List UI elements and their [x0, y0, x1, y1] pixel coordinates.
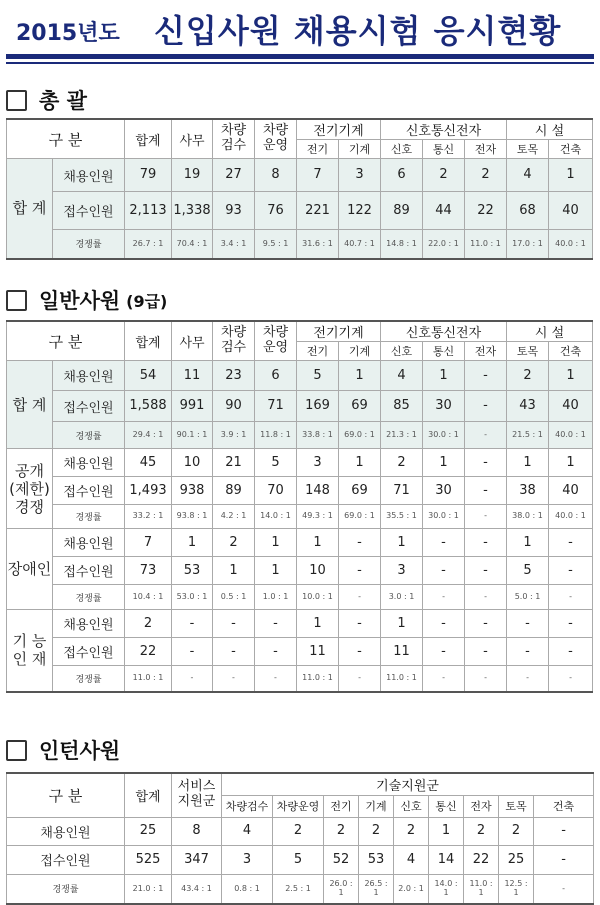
value-cell: 1,338 — [172, 192, 213, 230]
value-cell: - — [465, 610, 507, 638]
ratio-cell: 14.0 : 1 — [255, 505, 297, 529]
value-cell: 169 — [297, 391, 339, 422]
row-label-apply: 접수인원 — [53, 477, 125, 505]
header-vehicle-inspect: 차량 검수 — [213, 321, 255, 361]
value-cell: 22 — [125, 638, 172, 666]
value-cell: 5 — [297, 361, 339, 391]
value-cell: - — [423, 638, 465, 666]
ratio-cell: 4.2 : 1 — [213, 505, 255, 529]
ratio-cell: 3.9 : 1 — [213, 422, 255, 449]
header-comm: 통신 — [423, 342, 465, 361]
value-cell: 21 — [213, 449, 255, 477]
header-electronics: 전자 — [464, 795, 499, 817]
value-cell: 1,588 — [125, 391, 172, 422]
ratio-cell: 38.0 : 1 — [507, 505, 549, 529]
value-cell: 1 — [213, 557, 255, 585]
value-cell: - — [465, 449, 507, 477]
ratio-cell: 93.8 : 1 — [172, 505, 213, 529]
header-service: 서비스 지원군 — [172, 773, 222, 817]
value-cell: 3 — [339, 159, 381, 192]
value-cell: 4 — [381, 361, 423, 391]
value-cell: 1 — [429, 817, 464, 845]
value-cell: 2 — [464, 817, 499, 845]
ratio-cell: 17.0 : 1 — [507, 230, 549, 259]
value-cell: 38 — [507, 477, 549, 505]
row-label-ratio: 경쟁률 — [53, 230, 125, 259]
header-building: 건축 — [534, 795, 594, 817]
table-row-ratio — [7, 230, 593, 259]
header-civil: 토목 — [499, 795, 534, 817]
value-cell: 11 — [381, 638, 423, 666]
header-signal: 신호 — [381, 342, 423, 361]
ratio-cell: 21.0 : 1 — [125, 874, 172, 904]
value-cell: - — [423, 610, 465, 638]
value-cell: - — [465, 529, 507, 557]
ratio-cell: 70.4 : 1 — [172, 230, 213, 259]
value-cell: - — [465, 391, 507, 422]
ratio-cell: 29.4 : 1 — [125, 422, 172, 449]
group-disabled-label: 장애인 — [7, 529, 53, 610]
group-skill-label: 기 능 인 재 — [7, 610, 53, 692]
value-cell: 1 — [507, 449, 549, 477]
value-cell: 1 — [423, 449, 465, 477]
value-cell: 69 — [339, 477, 381, 505]
value-cell: 3 — [381, 557, 423, 585]
header-elec: 전기 — [297, 140, 339, 159]
value-cell: 71 — [255, 391, 297, 422]
ratio-cell: 90.1 : 1 — [172, 422, 213, 449]
value-cell: 44 — [423, 192, 465, 230]
section-title: 일반사원 — [39, 289, 121, 313]
ratio-cell: - — [534, 874, 594, 904]
value-cell: 2 — [213, 529, 255, 557]
value-cell: 30 — [423, 477, 465, 505]
ratio-cell: 35.5 : 1 — [381, 505, 423, 529]
value-cell: 1 — [549, 361, 593, 391]
value-cell: 7 — [297, 159, 339, 192]
value-cell: - — [534, 845, 594, 874]
header-mech: 기계 — [339, 342, 381, 361]
value-cell: 991 — [172, 391, 213, 422]
header-elec: 전기 — [324, 795, 359, 817]
ratio-cell: 69.0 : 1 — [339, 505, 381, 529]
table-row-apply — [7, 477, 593, 505]
value-cell: - — [339, 610, 381, 638]
title-year: 2015년도 — [16, 21, 120, 46]
table-row-ratio — [7, 422, 593, 449]
header-elec: 전기 — [297, 342, 339, 361]
value-cell: 2 — [507, 361, 549, 391]
general-table — [6, 320, 593, 693]
ratio-cell: 31.6 : 1 — [297, 230, 339, 259]
ratio-cell: - — [423, 666, 465, 692]
value-cell: 27 — [213, 159, 255, 192]
header-elec-mech: 전기기계 — [297, 119, 381, 140]
section-title: 총 괄 — [39, 89, 87, 113]
value-cell: 40 — [549, 477, 593, 505]
table-row-apply — [7, 192, 593, 230]
header-signal-comm: 신호통신전자 — [381, 321, 507, 342]
value-cell: 22 — [465, 192, 507, 230]
row-label-apply: 접수인원 — [53, 638, 125, 666]
row-label-hire: 채용인원 — [53, 361, 125, 391]
value-cell: 122 — [339, 192, 381, 230]
value-cell: 22 — [464, 845, 499, 874]
header-comm: 통신 — [423, 140, 465, 159]
value-cell: 2 — [125, 610, 172, 638]
ratio-cell: - — [213, 666, 255, 692]
ratio-cell: 53.0 : 1 — [172, 585, 213, 610]
value-cell: 1 — [339, 449, 381, 477]
value-cell: 1 — [549, 449, 593, 477]
row-label-ratio: 경쟁률 — [7, 874, 125, 904]
value-cell: - — [423, 529, 465, 557]
value-cell: 79 — [125, 159, 172, 192]
row-label-hire: 채용인원 — [7, 817, 125, 845]
row-label-hire: 채용인원 — [53, 610, 125, 638]
value-cell: 1 — [381, 610, 423, 638]
value-cell: 43 — [507, 391, 549, 422]
ratio-cell: 11.0 : 1 — [297, 666, 339, 692]
value-cell: - — [549, 557, 593, 585]
row-label-hire: 채용인원 — [53, 529, 125, 557]
value-cell: 525 — [125, 845, 172, 874]
value-cell: 2 — [324, 817, 359, 845]
ratio-cell: 0.5 : 1 — [213, 585, 255, 610]
value-cell: 10 — [297, 557, 339, 585]
value-cell: 2 — [499, 817, 534, 845]
header-total: 합계 — [125, 119, 172, 159]
header-vehicle-inspect: 차량 검수 — [213, 119, 255, 159]
table-row-ratio — [7, 666, 593, 692]
table-row-apply — [7, 845, 594, 874]
value-cell: 90 — [213, 391, 255, 422]
value-cell: 93 — [213, 192, 255, 230]
ratio-cell: 40.0 : 1 — [549, 505, 593, 529]
header-gubun: 구 분 — [7, 119, 125, 159]
table-row-apply — [7, 391, 593, 422]
value-cell: 2 — [273, 817, 324, 845]
ratio-cell: - — [339, 585, 381, 610]
value-cell: - — [172, 610, 213, 638]
value-cell: 23 — [213, 361, 255, 391]
row-label-hire: 채용인원 — [53, 159, 125, 192]
ratio-cell: 11.0 : 1 — [125, 666, 172, 692]
value-cell: 1 — [549, 159, 593, 192]
value-cell: 11 — [297, 638, 339, 666]
ratio-cell: - — [549, 666, 593, 692]
header-civil: 토목 — [507, 342, 549, 361]
ratio-cell: 12.5 : 1 — [499, 874, 534, 904]
checkbox-icon — [6, 290, 27, 311]
value-cell: 5 — [255, 449, 297, 477]
summary-table — [6, 118, 593, 260]
table-row-hire — [7, 159, 593, 192]
table-row-hire — [7, 449, 593, 477]
header-facility: 시 설 — [507, 119, 593, 140]
value-cell: 221 — [297, 192, 339, 230]
intern-table — [6, 772, 594, 905]
value-cell: 25 — [499, 845, 534, 874]
table-row-ratio — [7, 585, 593, 610]
value-cell: - — [255, 610, 297, 638]
ratio-cell: 40.0 : 1 — [549, 230, 593, 259]
header-signal: 신호 — [394, 795, 429, 817]
ratio-cell: 26.0 : 1 — [324, 874, 359, 904]
value-cell: 4 — [222, 817, 273, 845]
ratio-cell: 26.7 : 1 — [125, 230, 172, 259]
header-total: 합계 — [125, 773, 172, 817]
ratio-cell: 5.0 : 1 — [507, 585, 549, 610]
header-signal: 신호 — [381, 140, 423, 159]
value-cell: 4 — [394, 845, 429, 874]
value-cell: 52 — [324, 845, 359, 874]
value-cell: 1 — [339, 361, 381, 391]
value-cell: - — [339, 557, 381, 585]
value-cell: - — [213, 638, 255, 666]
value-cell: 71 — [381, 477, 423, 505]
value-cell: 1 — [507, 529, 549, 557]
table-row-hire — [7, 610, 593, 638]
ratio-cell: 11.8 : 1 — [255, 422, 297, 449]
ratio-cell: 3.4 : 1 — [213, 230, 255, 259]
value-cell: 2 — [394, 817, 429, 845]
value-cell: 1 — [255, 529, 297, 557]
header-vehicle-operate: 차량운영 — [273, 795, 324, 817]
ratio-cell: 21.5 : 1 — [507, 422, 549, 449]
group-total-label: 합 계 — [7, 361, 53, 449]
header-building: 건축 — [549, 342, 593, 361]
header-vehicle-inspect: 차량검수 — [222, 795, 273, 817]
ratio-cell: 21.3 : 1 — [381, 422, 423, 449]
value-cell: - — [465, 557, 507, 585]
value-cell: 2 — [465, 159, 507, 192]
value-cell: 19 — [172, 159, 213, 192]
row-label-apply: 접수인원 — [53, 192, 125, 230]
header-gubun: 구 분 — [7, 773, 125, 817]
ratio-cell: - — [255, 666, 297, 692]
value-cell: - — [213, 610, 255, 638]
ratio-cell: - — [465, 505, 507, 529]
header-total: 합계 — [125, 321, 172, 361]
table-row-apply — [7, 557, 593, 585]
ratio-cell: 30.0 : 1 — [423, 505, 465, 529]
header-civil: 토목 — [507, 140, 549, 159]
value-cell: 89 — [213, 477, 255, 505]
value-cell: 1 — [381, 529, 423, 557]
ratio-cell: 14.0 : 1 — [429, 874, 464, 904]
value-cell: 7 — [125, 529, 172, 557]
header-signal-comm: 신호통신전자 — [381, 119, 507, 140]
value-cell: 1 — [423, 361, 465, 391]
value-cell: 3 — [297, 449, 339, 477]
ratio-cell: 40.7 : 1 — [339, 230, 381, 259]
header-electronics: 전자 — [465, 342, 507, 361]
value-cell: - — [465, 638, 507, 666]
section-subtitle: (9급) — [126, 291, 168, 311]
value-cell: - — [423, 557, 465, 585]
group-open-label: 공개 (제한) 경쟁 — [7, 449, 53, 529]
row-label-ratio: 경쟁률 — [53, 585, 125, 610]
row-label-ratio: 경쟁률 — [53, 505, 125, 529]
row-label-ratio: 경쟁률 — [53, 422, 125, 449]
value-cell: 10 — [172, 449, 213, 477]
section-title: 인턴사원 — [39, 739, 121, 763]
value-cell: 6 — [255, 361, 297, 391]
value-cell: - — [507, 638, 549, 666]
row-label-hire: 채용인원 — [53, 449, 125, 477]
ratio-cell: 49.3 : 1 — [297, 505, 339, 529]
header-gubun: 구 분 — [7, 321, 125, 361]
value-cell: 54 — [125, 361, 172, 391]
ratio-cell: 10.0 : 1 — [297, 585, 339, 610]
ratio-cell: 0.8 : 1 — [222, 874, 273, 904]
value-cell: 85 — [381, 391, 423, 422]
section-heading-general — [6, 286, 167, 314]
row-label-apply: 접수인원 — [53, 557, 125, 585]
value-cell: 1,493 — [125, 477, 172, 505]
ratio-cell: 2.5 : 1 — [273, 874, 324, 904]
ratio-cell: - — [423, 585, 465, 610]
value-cell: - — [465, 361, 507, 391]
value-cell: 70 — [255, 477, 297, 505]
ratio-cell: 69.0 : 1 — [339, 422, 381, 449]
ratio-cell: - — [465, 585, 507, 610]
value-cell: 347 — [172, 845, 222, 874]
ratio-cell: 40.0 : 1 — [549, 422, 593, 449]
ratio-cell: - — [339, 666, 381, 692]
checkbox-icon — [6, 90, 27, 111]
value-cell: 3 — [222, 845, 273, 874]
header-vehicle-operate: 차량 운영 — [255, 119, 297, 159]
table-row-ratio — [7, 505, 593, 529]
value-cell: 68 — [507, 192, 549, 230]
header-elec-mech: 전기기계 — [297, 321, 381, 342]
value-cell: 76 — [255, 192, 297, 230]
value-cell: 6 — [381, 159, 423, 192]
header-office: 사무 — [172, 119, 213, 159]
value-cell: 25 — [125, 817, 172, 845]
row-label-apply: 접수인원 — [53, 391, 125, 422]
value-cell: 73 — [125, 557, 172, 585]
header-mech: 기계 — [339, 140, 381, 159]
value-cell: 45 — [125, 449, 172, 477]
value-cell: 8 — [255, 159, 297, 192]
ratio-cell: 9.5 : 1 — [255, 230, 297, 259]
table-row-hire — [7, 361, 593, 391]
header-tech-support: 기술지원군 — [222, 773, 594, 795]
value-cell: 1 — [172, 529, 213, 557]
header-comm: 통신 — [429, 795, 464, 817]
value-cell: 5 — [507, 557, 549, 585]
ratio-cell: 33.2 : 1 — [125, 505, 172, 529]
value-cell: 40 — [549, 391, 593, 422]
value-cell: - — [339, 529, 381, 557]
value-cell: - — [549, 610, 593, 638]
ratio-cell: 22.0 : 1 — [423, 230, 465, 259]
value-cell: - — [549, 529, 593, 557]
value-cell: 30 — [423, 391, 465, 422]
ratio-cell: - — [549, 585, 593, 610]
ratio-cell: 43.4 : 1 — [172, 874, 222, 904]
header-mech: 기계 — [359, 795, 394, 817]
header-electronics: 전자 — [465, 140, 507, 159]
value-cell: 2,113 — [125, 192, 172, 230]
value-cell: - — [172, 638, 213, 666]
header-facility: 시 설 — [507, 321, 593, 342]
value-cell: 2 — [359, 817, 394, 845]
value-cell: 14 — [429, 845, 464, 874]
ratio-cell: 2.0 : 1 — [394, 874, 429, 904]
ratio-cell: 11.0 : 1 — [464, 874, 499, 904]
value-cell: 89 — [381, 192, 423, 230]
value-cell: - — [339, 638, 381, 666]
value-cell: 53 — [359, 845, 394, 874]
header-office: 사무 — [172, 321, 213, 361]
value-cell: 938 — [172, 477, 213, 505]
value-cell: - — [255, 638, 297, 666]
value-cell: - — [465, 477, 507, 505]
ratio-cell: - — [172, 666, 213, 692]
group-total-label: 합 계 — [7, 159, 53, 259]
table-row-hire — [7, 817, 594, 845]
checkbox-icon — [6, 740, 27, 761]
page-title: 신입사원 채용시험 응시현황 — [154, 12, 562, 50]
value-cell: - — [534, 817, 594, 845]
ratio-cell: 30.0 : 1 — [423, 422, 465, 449]
ratio-cell: 11.0 : 1 — [465, 230, 507, 259]
ratio-cell: 3.0 : 1 — [381, 585, 423, 610]
value-cell: 1 — [255, 557, 297, 585]
value-cell: 1 — [297, 529, 339, 557]
value-cell: 2 — [423, 159, 465, 192]
value-cell: 5 — [273, 845, 324, 874]
title-bar — [6, 2, 594, 59]
ratio-cell: 14.8 : 1 — [381, 230, 423, 259]
value-cell: 1 — [297, 610, 339, 638]
ratio-cell: - — [507, 666, 549, 692]
ratio-cell: - — [465, 422, 507, 449]
ratio-cell: 33.8 : 1 — [297, 422, 339, 449]
ratio-cell: 11.0 : 1 — [381, 666, 423, 692]
header-building: 건축 — [549, 140, 593, 159]
row-label-ratio: 경쟁률 — [53, 666, 125, 692]
value-cell: 69 — [339, 391, 381, 422]
table-row-apply — [7, 638, 593, 666]
value-cell: 4 — [507, 159, 549, 192]
value-cell: 11 — [172, 361, 213, 391]
ratio-cell: 10.4 : 1 — [125, 585, 172, 610]
section-heading-summary — [6, 86, 87, 114]
table-row-ratio — [7, 874, 594, 904]
ratio-cell: 26.5 : 1 — [359, 874, 394, 904]
ratio-cell: 1.0 : 1 — [255, 585, 297, 610]
value-cell: - — [549, 638, 593, 666]
table-row-hire — [7, 529, 593, 557]
value-cell: 53 — [172, 557, 213, 585]
section-heading-intern — [6, 736, 120, 764]
ratio-cell: - — [465, 666, 507, 692]
value-cell: 2 — [381, 449, 423, 477]
value-cell: 148 — [297, 477, 339, 505]
value-cell: 40 — [549, 192, 593, 230]
row-label-apply: 접수인원 — [7, 845, 125, 874]
value-cell: - — [507, 610, 549, 638]
header-vehicle-operate: 차량 운영 — [255, 321, 297, 361]
value-cell: 8 — [172, 817, 222, 845]
